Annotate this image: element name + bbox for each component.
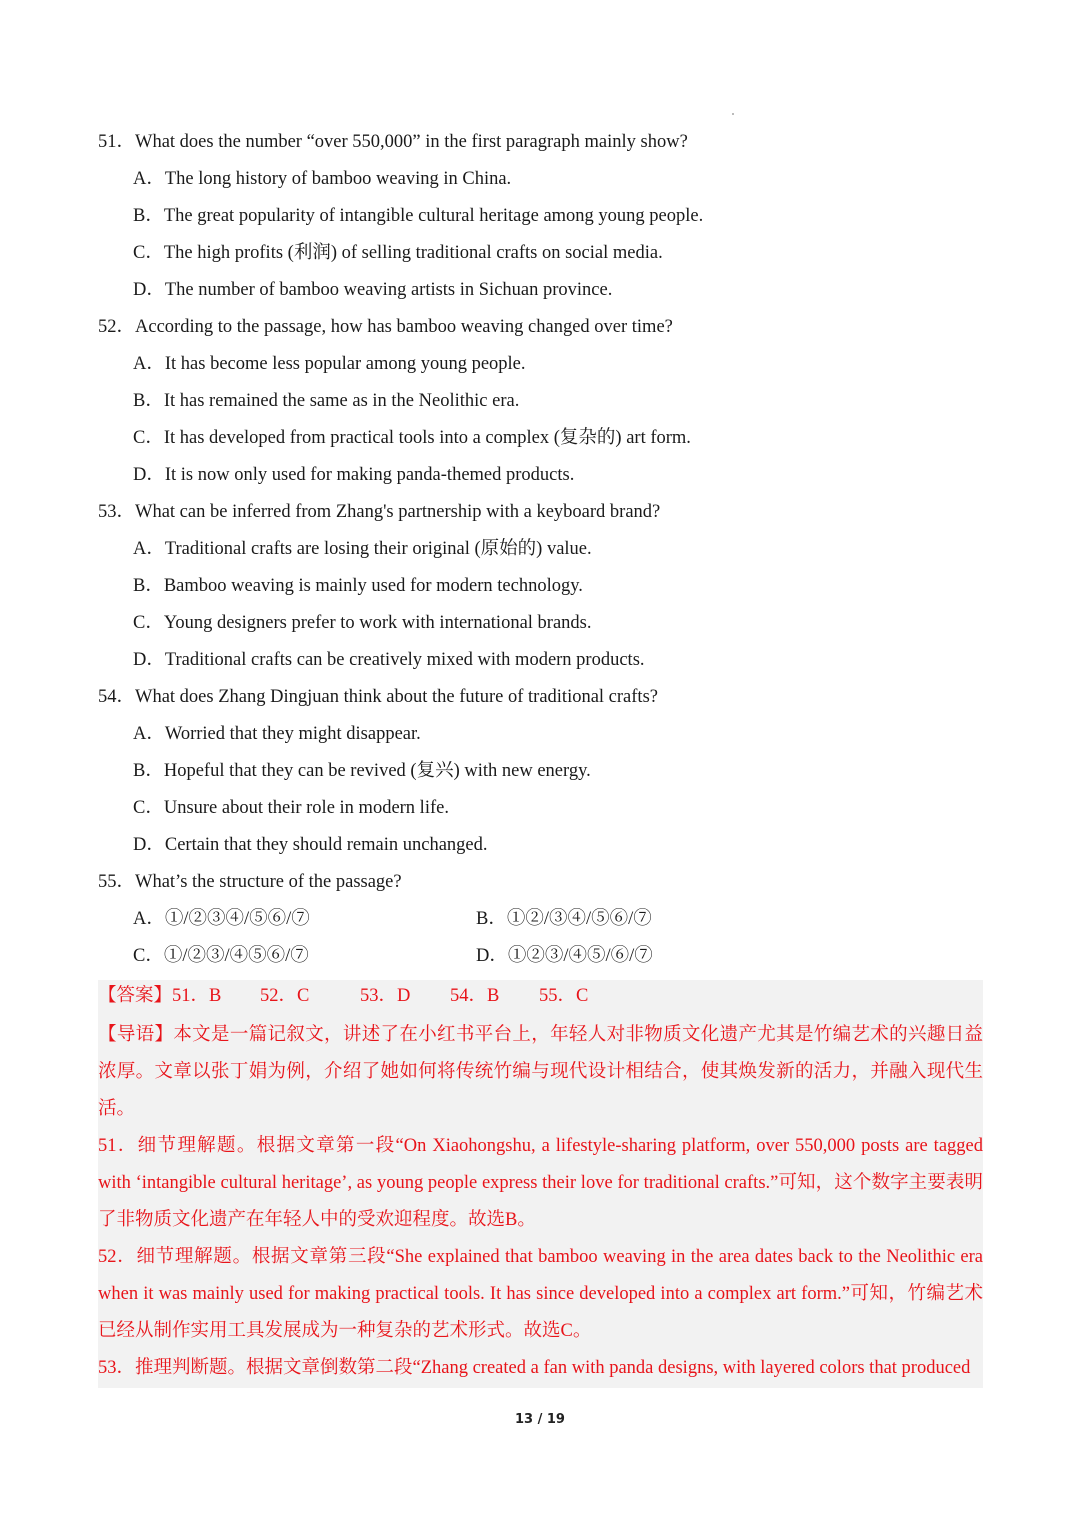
option-c: C．①/②③/④⑤⑥/⑦ xyxy=(133,946,309,966)
question-54 xyxy=(98,681,983,866)
option-d: D．The number of bamboo weaving artists in Sichuan province. xyxy=(133,280,613,300)
question-stem: 54．What does Zhang Dingjuan think about the future of traditional crafts? xyxy=(98,687,658,707)
option-b: B．Bamboo weaving is mainly used for modern technology. xyxy=(133,576,583,596)
option-b: B．The great popularity of intangible cultural heritage among young people. xyxy=(133,206,704,226)
answer-item: 53．D xyxy=(360,986,411,1006)
answer-key xyxy=(98,980,983,1017)
question-51 xyxy=(98,126,983,311)
guide-text: 【导语】本文是一篇记叙文，讲述了在小红书平台上，年轻人对非物质文化遗产尤其是竹编艺术的兴趣日益浓厚。文章以张丁娟为例，介绍了她如何将传统竹编与现代设计相结合，使其焕发新的活力，并融入现代生活。 xyxy=(98,1025,983,1119)
option-b: B．①②/③④/⑤⑥/⑦ xyxy=(476,909,652,929)
question-stem: 51．What does the number “over 550,000” in the first paragraph mainly show? xyxy=(98,132,688,152)
option-a: A．①/②③④/⑤⑥/⑦ xyxy=(133,909,310,929)
option-c: C．The high profits (利润) of selling traditional crafts on social media. xyxy=(133,243,663,263)
option-d: D．Certain that they should remain unchanged. xyxy=(133,835,488,855)
option-d: D．①②③/④⑤/⑥/⑦ xyxy=(476,946,653,966)
option-a: A．The long history of bamboo weaving in China. xyxy=(133,169,512,189)
option-a: A．It has become less popular among young people. xyxy=(133,354,526,374)
question-list xyxy=(98,126,983,977)
question-52 xyxy=(98,311,983,496)
explanation-52: 52．细节理解题。根据文章第三段“She explained that bamboo weaving in the area dates back to the Neolithic era when it was mainly used for making practical tools. It has since developed into a complex art form.”可知，竹编艺术已经从制作实用工具发展成为一种复杂的艺术形式。故选C。 xyxy=(98,1247,983,1341)
option-c: C．Young designers prefer to work with international brands. xyxy=(133,613,592,633)
answer-section xyxy=(98,980,983,1388)
answer-item: 55．C xyxy=(539,986,589,1006)
option-d: D．It is now only used for making panda-themed products. xyxy=(133,465,575,485)
explanation-53: 53．推理判断题。根据文章倒数第二段“Zhang created a fan with panda designs, with layered colors that produced xyxy=(98,1358,971,1378)
explanation-51: 51．细节理解题。根据文章第一段“On Xiaohongshu, a lifestyle-sharing platform, over 550,000 posts are tagged with ‘intangible cultural heritage’, as young people express their love for traditional crafts.”可知，这个数字主要表明了非物质文化遗产在年轻人中的受欢迎程度。故选B。 xyxy=(98,1136,983,1230)
scan-dot xyxy=(732,113,734,115)
question-53 xyxy=(98,496,983,681)
option-b: B．It has remained the same as in the Neolithic era. xyxy=(133,391,520,411)
answer-item: 51．B xyxy=(172,986,222,1006)
option-row xyxy=(98,940,983,977)
answer-item: 52．C xyxy=(260,986,310,1006)
question-stem: 53．What can be inferred from Zhang's partnership with a keyboard brand? xyxy=(98,502,661,522)
question-55 xyxy=(98,866,983,977)
option-c: C．Unsure about their role in modern life. xyxy=(133,798,449,818)
option-c: C．It has developed from practical tools into a complex (复杂的) art form. xyxy=(133,428,691,448)
question-stem: 52．According to the passage, how has bamboo weaving changed over time? xyxy=(98,317,673,337)
page-number: 13 / 19 xyxy=(515,1412,565,1427)
option-row xyxy=(98,903,983,940)
answer-item: 54．B xyxy=(450,986,500,1006)
question-stem: 55．What’s the structure of the passage? xyxy=(98,872,402,892)
option-d: D．Traditional crafts can be creatively mixed with modern products. xyxy=(133,650,645,670)
option-b: B．Hopeful that they can be revived (复兴) with new energy. xyxy=(133,761,591,781)
answer-label: 【答案】 xyxy=(98,986,173,1006)
option-a: A．Traditional crafts are losing their original (原始的) value. xyxy=(133,539,592,559)
option-a: A．Worried that they might disappear. xyxy=(133,724,421,744)
